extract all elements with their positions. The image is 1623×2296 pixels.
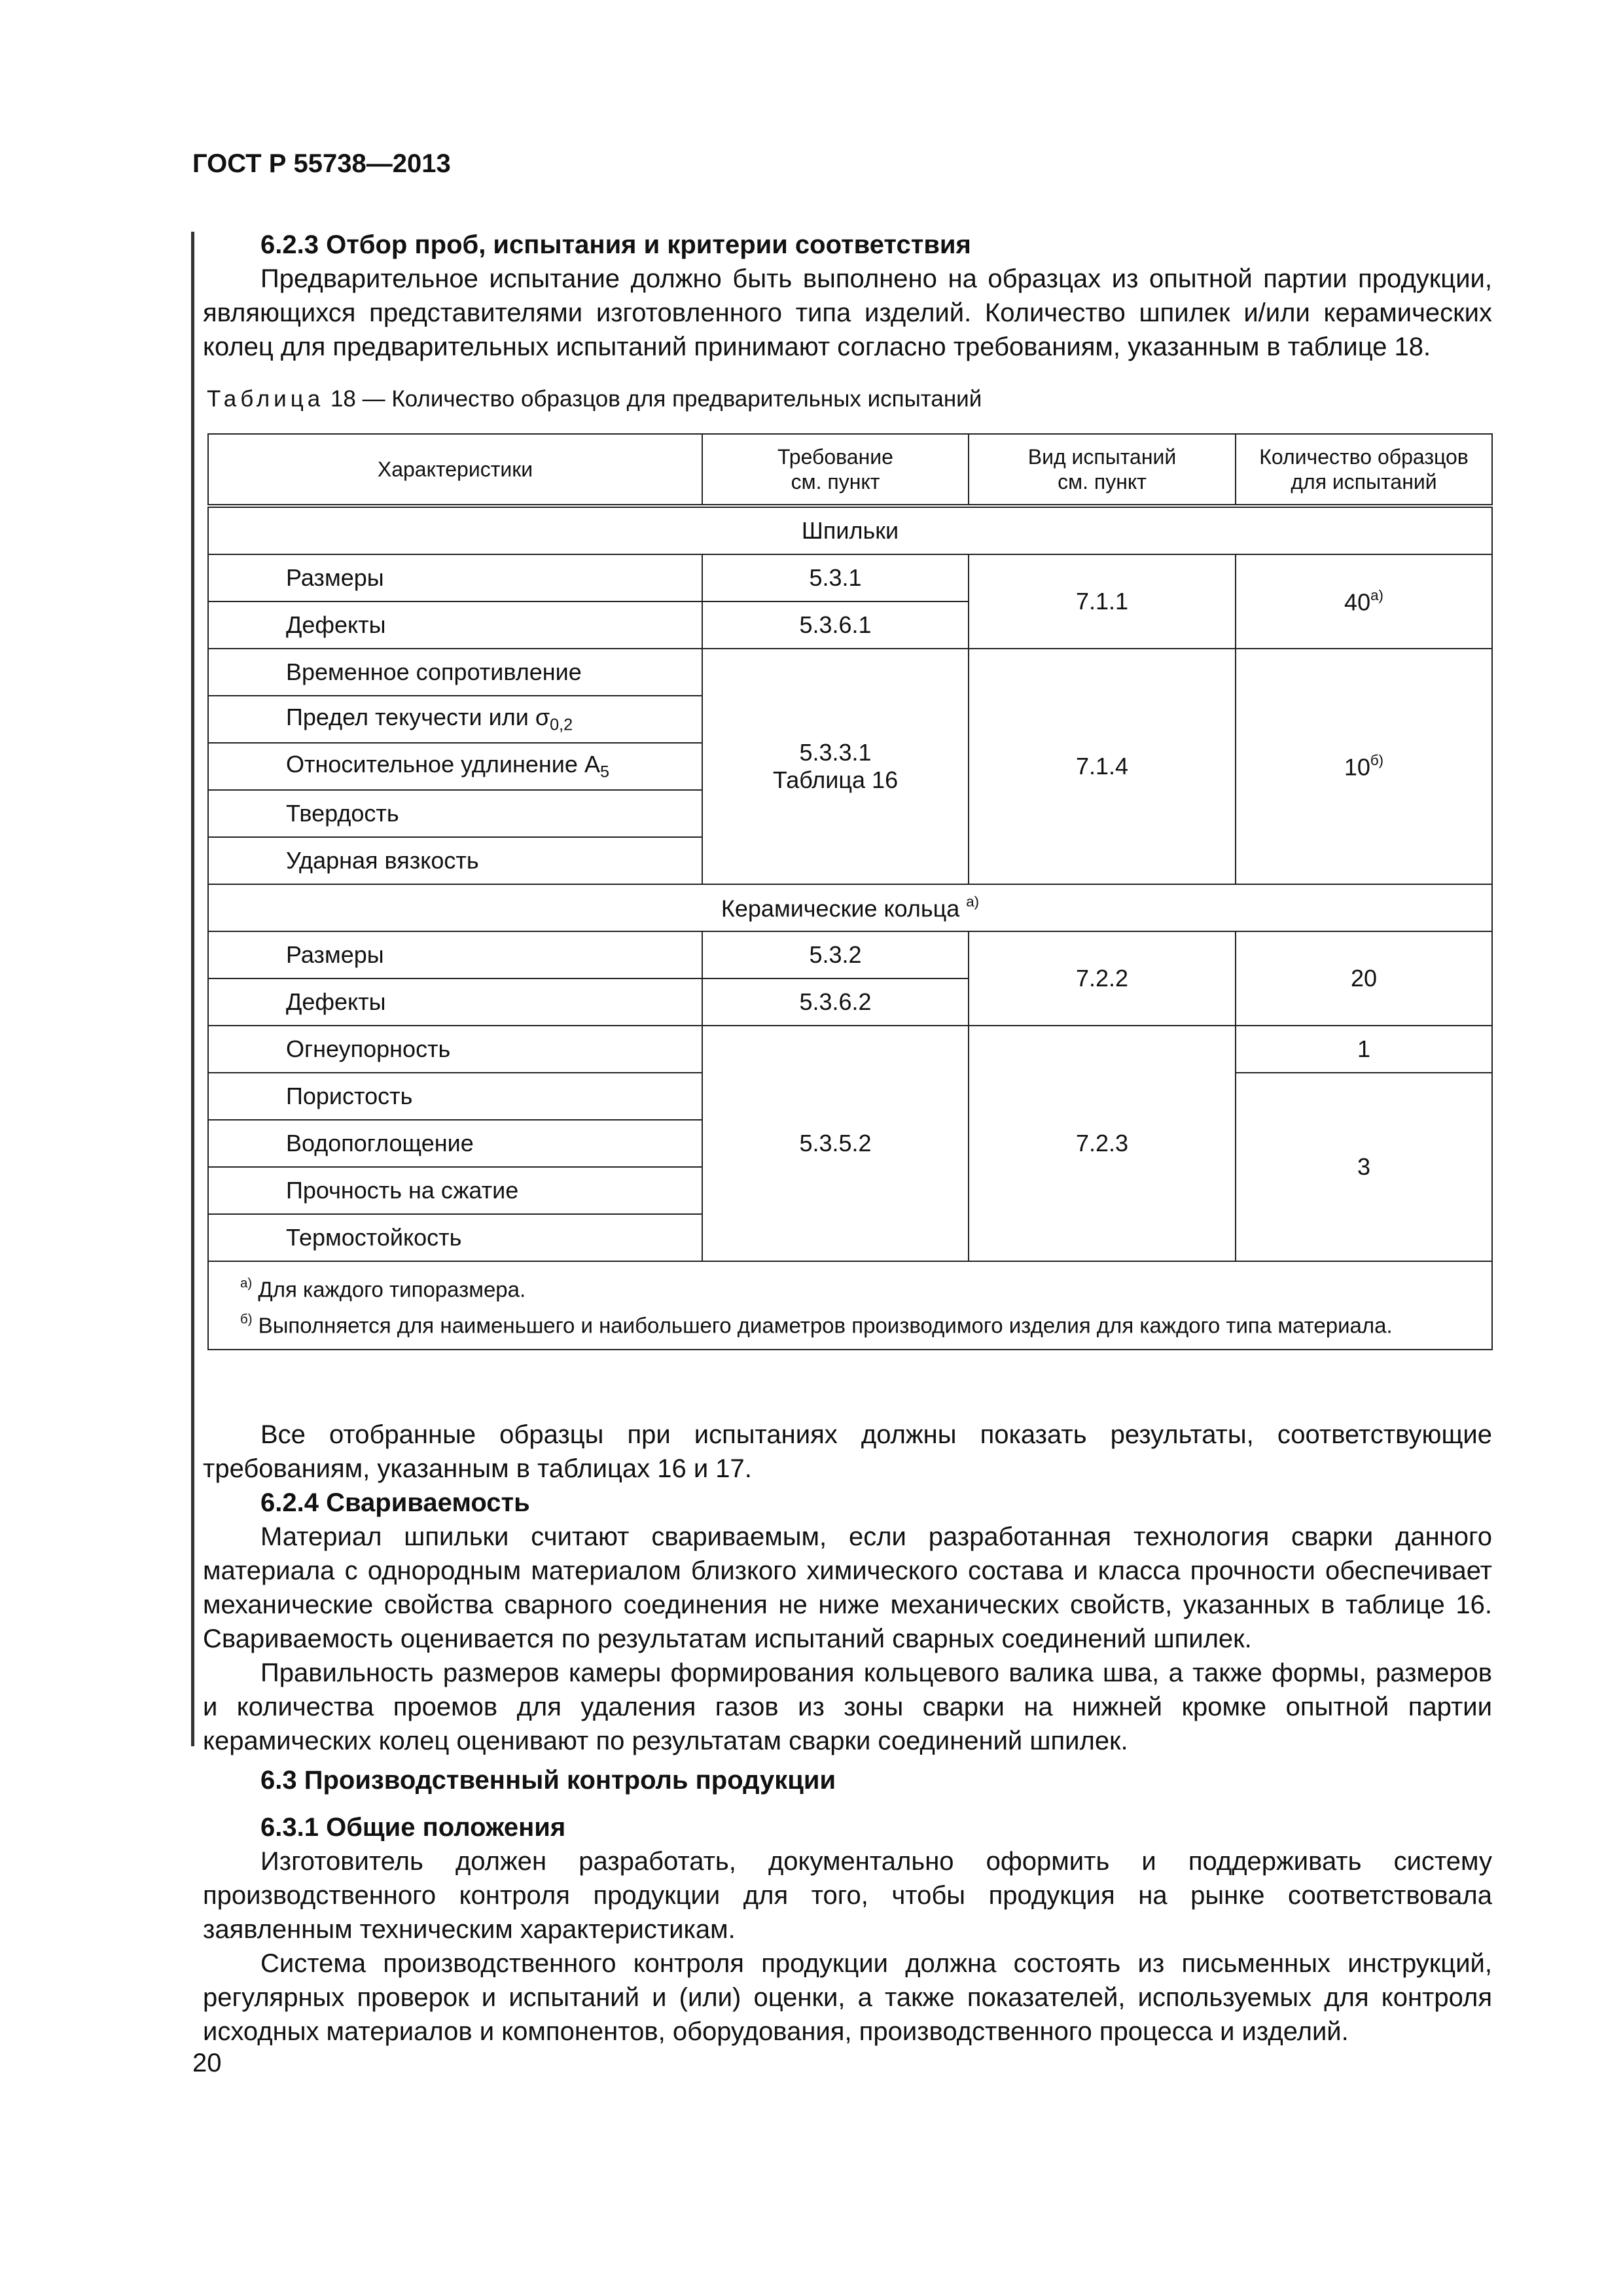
table-notes-row: [208, 1261, 1492, 1350]
after-table-paragraph: Все отобранные образцы при испытаниях должны показать результаты, соответствующие требованиям, указанным в таблицах 16 и 17.: [203, 1420, 1492, 1483]
section-631-heading: 6.3.1 Общие положения: [260, 1813, 566, 1842]
cell-characteristic: Относительное удлинение $A_5$: [208, 743, 702, 790]
section-623: [203, 228, 1492, 364]
section-631-paragraph-1: Изготовитель должен разработать, документально оформить и поддерживать систему производственного контроля продукции для того, чтобы продукция на рынке соответствовала заявленным техническим характеристикам.: [203, 1847, 1492, 1944]
cell-requirement: 5.3.2: [702, 931, 969, 978]
cell-test: 7.1.1: [969, 554, 1236, 649]
cell-requirement: 5.3.5.2: [702, 1026, 969, 1261]
cell-characteristic: Огнеупорность: [208, 1026, 702, 1073]
cell-quantity: 1: [1236, 1026, 1492, 1073]
table-row: [208, 649, 1492, 696]
note-a: $^{а)}$ Для каждого типоразмера.: [240, 1276, 526, 1302]
header-requirement: Требование см. пункт: [702, 434, 969, 506]
cell-requirement: 5.3.3.1 Таблица 16: [702, 649, 969, 884]
section-624-paragraph-2: Правильность размеров камеры формирования кольцевого валика шва, а также формы, размеров и количества проемов для удаления газов из зоны сварки на нижней кромке опытной партии керамических колец оценивают по результатам сварки соединений шпилек.: [203, 1659, 1492, 1755]
section-624-heading: 6.2.4 Свариваемость: [260, 1488, 530, 1517]
table-18: [207, 433, 1493, 1350]
cell-characteristic: Размеры: [208, 931, 702, 978]
table-group-row: [208, 506, 1492, 554]
section-623-paragraph: Предварительное испытание должно быть выполнено на образцах из опытной партии продукции, являющихся представителями изготовленного типа изделий. Количество шпилек и/или керамических колец для предварительных испытаний принимают согласно требованиям, указанным в таблице 18.: [203, 264, 1492, 361]
section-624-paragraph-1: Материал шпильки считают свариваемым, если разработанная технология сварки данного материала с однородным материалом близкого химического состава и класса прочности обеспечивает механические свойства сварного соединения не ниже механических свойств, указанных в таблице 16. Свариваемость оценивается по результатам испытаний сварных соединений шпилек.: [203, 1522, 1492, 1653]
header-sample-count: Количество образцов для испытаний: [1236, 434, 1492, 506]
cell-characteristic: Прочность на сжатие: [208, 1167, 702, 1214]
cell-requirement: 5.3.1: [702, 554, 969, 601]
cell-test: 7.2.3: [969, 1026, 1236, 1261]
section-623-heading: 6.2.3 Отбор проб, испытания и критерии соответствия: [260, 230, 971, 259]
group-rings: Керамические кольца $^{а)}$: [208, 884, 1492, 931]
change-bar: [191, 232, 194, 1746]
table-18-caption: [207, 386, 982, 412]
cell-characteristic: Твердость: [208, 790, 702, 837]
header-test-type: Вид испытаний см. пункт: [969, 434, 1236, 506]
table-caption-label: Таблица: [207, 386, 325, 412]
table-notes: [208, 1261, 1492, 1350]
document-header: ГОСТ Р 55738—2013: [192, 149, 451, 178]
section-63-block: [203, 1763, 1492, 2049]
cell-requirement: 5.3.6.1: [702, 601, 969, 649]
note-b: $^{б)}$ Выполняется для наименьшего и наибольшего диаметров производимого изделия для каждого типа материала.: [240, 1312, 1393, 1338]
table-row: [208, 931, 1492, 978]
header-characteristics: Характеристики: [208, 434, 702, 506]
cell-characteristic: Дефекты: [208, 601, 702, 649]
page-number: 20: [192, 2049, 222, 2077]
cell-characteristic: Водопоглощение: [208, 1120, 702, 1167]
table-group-row: [208, 884, 1492, 931]
cell-quantity: 3: [1236, 1073, 1492, 1261]
section-624-block: [203, 1418, 1492, 1758]
table-row: [208, 554, 1492, 601]
cell-requirement: 5.3.6.2: [702, 978, 969, 1026]
cell-characteristic: Дефекты: [208, 978, 702, 1026]
table-row: [208, 1026, 1492, 1073]
cell-characteristic: Пористость: [208, 1073, 702, 1120]
cell-test: 7.2.2: [969, 931, 1236, 1026]
section-631-paragraph-2: Система производственного контроля продукции должна состоять из письменных инструкций, регулярных проверок и испытаний и (или) оценки, а также показателей, используемых для контроля исходных материалов и компонентов, оборудования, производственного процесса и изделий.: [203, 1949, 1492, 2046]
table-caption-title: 18 — Количество образцов для предварительных испытаний: [324, 386, 982, 412]
table-header-row: [208, 434, 1492, 506]
cell-test: 7.1.4: [969, 649, 1236, 884]
cell-quantity: $40^{а)}$: [1236, 554, 1492, 649]
section-63-heading: 6.3 Производственный контроль продукции: [260, 1766, 836, 1795]
cell-quantity: 20: [1236, 931, 1492, 1026]
cell-quantity: $10^{б)}$: [1236, 649, 1492, 884]
group-studs: Шпильки: [208, 506, 1492, 554]
cell-characteristic: Ударная вязкость: [208, 837, 702, 884]
cell-characteristic: Термостойкость: [208, 1214, 702, 1261]
cell-characteristic: Предел текучести или $\sigma_{0,2}$: [208, 696, 702, 743]
cell-characteristic: Временное сопротивление: [208, 649, 702, 696]
cell-characteristic: Размеры: [208, 554, 702, 601]
